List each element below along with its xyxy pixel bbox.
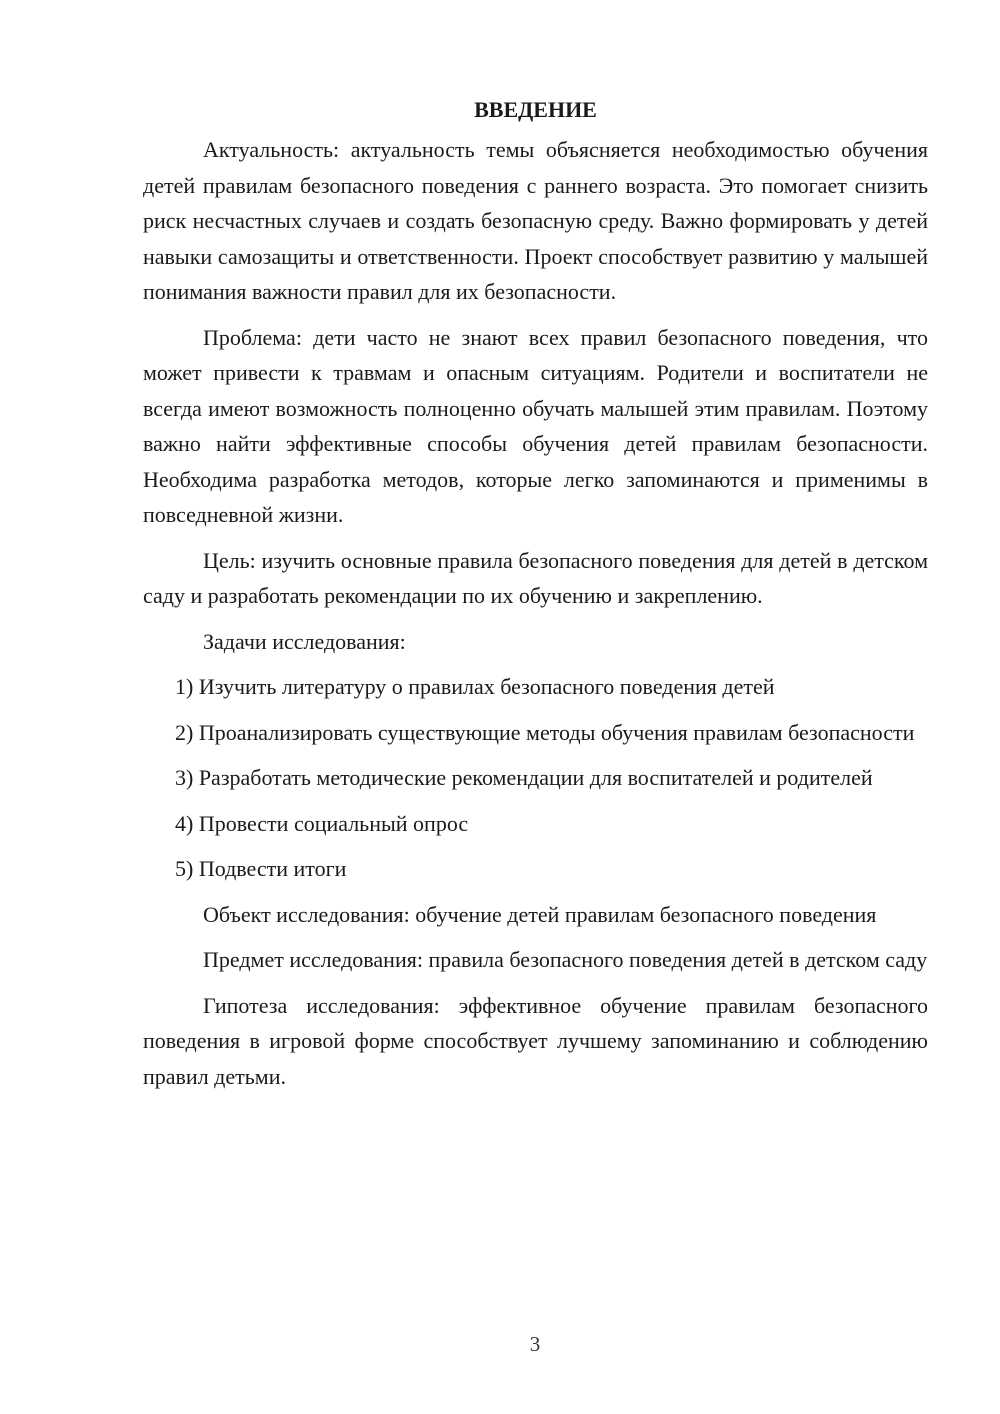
- hypothesis-paragraph: Гипотеза исследования: эффективное обучение правилам безопасного поведения в игровой форме способствует лучшему запоминанию и соблюдению правил детьми.: [143, 992, 928, 1089]
- page-title: ВВЕДЕНИЕ: [474, 97, 597, 122]
- task-item: 1) Изучить литературу о правилах безопасного поведения детей: [175, 674, 775, 699]
- object-paragraph: Объект исследования: обучение детей правилам безопасного поведения: [203, 901, 877, 927]
- document-page: [143, 92, 928, 1104]
- problem-paragraph: Проблема: дети часто не знают всех правил безопасного поведения, что может привести к травмам и опасным ситуациям. Родители и воспитатели не всегда имеют возможность полноценно обучать малышей этим правилам. Поэтому важно найти эффективные способы обучения детей правилам безопасности. Необходима разработка методов, которые легко запоминаются и применимы в повседневной жизни.: [143, 324, 928, 527]
- task-item: 3) Разработать методические рекомендации для воспитателей и родителей: [175, 765, 873, 790]
- task-item: 5) Подвести итоги: [175, 856, 347, 881]
- task-item: 2) Проанализировать существующие методы обучения правилам безопасности: [175, 719, 915, 745]
- task-item: 4) Провести социальный опрос: [175, 810, 469, 836]
- tasks-heading: Задачи исследования:: [203, 628, 406, 654]
- goal-paragraph: Цель: изучить основные правила безопасного поведения для детей в детском саду и разработать рекомендации по их обучению и закреплению.: [143, 547, 928, 608]
- page-number: 3: [529, 1332, 541, 1356]
- relevance-paragraph: Актуальность: актуальность темы объясняется необходимостью обучения детей правилам безопасного поведения с раннего возраста. Это помогает снизить риск несчастных случаев и создать безопасную среду. Важно формировать у детей навыки самозащиты и ответственности. Проект способствует развитию у малышей понимания важности правил для их безопасности.: [143, 137, 928, 304]
- subject-paragraph: Предмет исследования: правила безопасного поведения детей в детском саду: [203, 947, 928, 972]
